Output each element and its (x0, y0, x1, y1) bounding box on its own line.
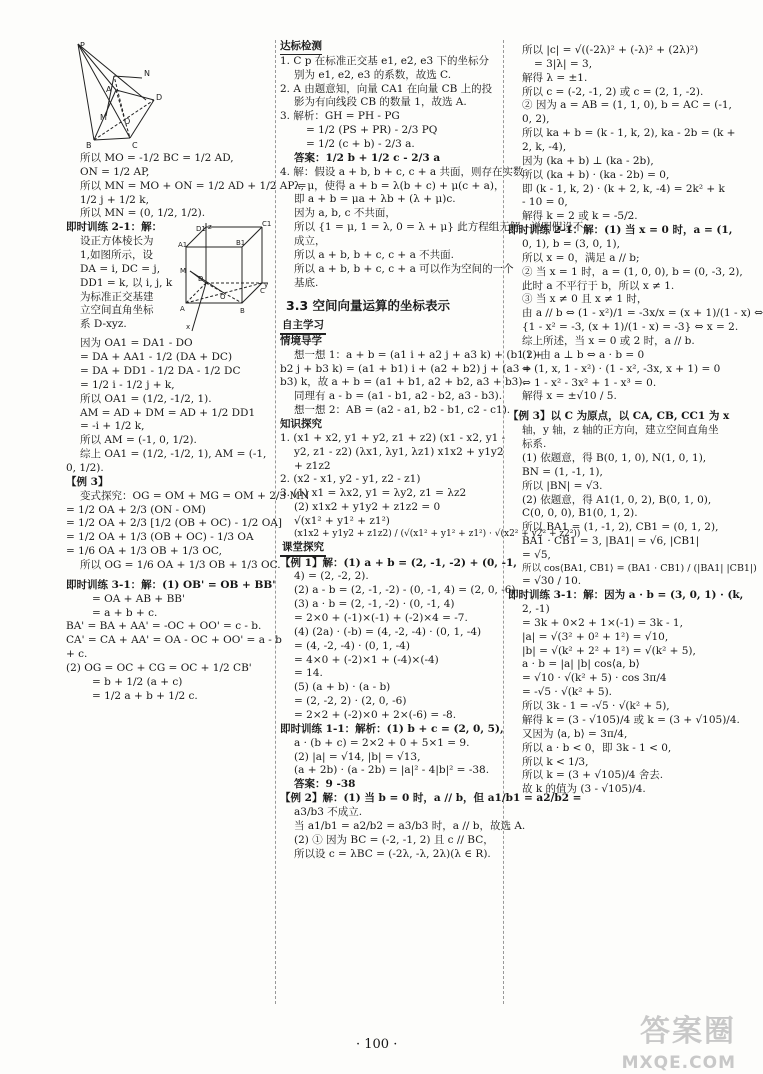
text-line: = 1/2 OA + 2/3 (ON - OM) (66, 503, 206, 516)
text-line: 所以 |BN| = √3. (522, 479, 603, 492)
text-line: 想一想 1：a + b = (a1 i + a2 j + a3 k) + (b1 i + (294, 348, 543, 361)
fig-label: B (240, 307, 245, 316)
text-line: 4. 解：假设 a + b, b + c, c + a 共面，则存在实数 (280, 165, 524, 178)
text-line: 即时训练 3-1：解：(1) OB' = OB + BB' (66, 578, 276, 591)
text-line: (2) 依题意，得 A1(1, 0, 2), B(0, 1, 0), (522, 493, 712, 506)
text-line: 同理有 a - b = (a1 - b1, a2 - b2, a3 - b3). (294, 390, 503, 403)
text-line: 【例 3】以 C 为原点，以 CA, CB, CC1 为 x (508, 410, 730, 423)
fig-label: P (80, 41, 85, 50)
text-line: (1) 依题意，得 B(0, 1, 0), N(1, 0, 1), (522, 451, 707, 464)
text-line: 所以 MO = -1/2 BC = 1/2 AD, (80, 152, 234, 164)
text-line: 所以 a + b, b + c, c + a 可以作为空间的一个 (294, 262, 514, 275)
text-line: = 4×0 + (-2)×1 + (-4)×(-4) (294, 653, 439, 666)
text-line: = 3|λ| = 3, (534, 57, 593, 70)
text-line: 所以 3k - 1 = -√5 · √(k² + 5), (522, 700, 670, 713)
fig-label: C (132, 141, 138, 150)
text-line: 解得 λ = ±1. (522, 71, 588, 84)
fig-label: C1 (262, 220, 272, 229)
text-line: 2, k, -4), (522, 141, 567, 154)
text-line: ⇔ 1 - x² - 3x² + 1 - x³ = 0. (522, 376, 657, 389)
text-line: = 1/2 OA + 2/3 [1/2 (OB + OC) - 1/2 OA] (66, 517, 282, 530)
text-line: (2) |a| = √14, |b| = √13, (294, 750, 421, 763)
text-line: 3. (1) x1 = λx2, y1 = λy2, z1 = λz2 (280, 487, 467, 500)
pyramid-figure (66, 40, 216, 152)
text-line: 影为有向线段 CB 的数量 1，故选 A. (294, 96, 467, 109)
text-line: 0, 1/2). (66, 462, 104, 475)
subsection-header: 自主学习 (280, 319, 326, 335)
text-line: = 1/2 (PS + PR) - 2/3 PQ (306, 124, 438, 137)
fig-label: O (124, 117, 131, 126)
fig-label: A (106, 85, 112, 94)
text-line: 基底. (294, 276, 319, 289)
text-line: 所以设 c = λBC = (-2λ, -λ, 2λ)(λ ∈ R). (294, 847, 491, 860)
fig-label: M (180, 267, 187, 276)
fig-label: z (208, 223, 212, 232)
text-line: 3. 解析：GH = PH - PG (280, 110, 400, 123)
text-line: 解得 k = (3 - √105)/4 或 k = (3 + √105)/4. (522, 713, 740, 726)
text-line: (a + 2b) · (a - 2b) = |a|² - 4|b|² = -38. (294, 764, 490, 777)
text-line: 所以 OG = 1/6 OA + 1/3 OB + 1/3 OC. (80, 559, 281, 572)
fig-label: M (100, 113, 107, 122)
text-line: = -i + 1/2 k, (80, 420, 145, 433)
fig-label: A (180, 305, 185, 314)
fig-label: y (264, 281, 269, 290)
watermark (622, 1012, 736, 1074)
text-line: y2, z1 - z2) (λx1, λy1, λz1) x1x2 + y1y2 (294, 445, 504, 458)
text-line: = DA + DD1 - 1/2 DA - 1/2 DC (80, 365, 241, 378)
text-line: (2) a - b = (2, -1, -2) - (0, -1, 4) = (2, 0, -6). (294, 584, 519, 597)
text-line: = √5, (522, 548, 551, 561)
text-line: 1,如图所示，设 (80, 249, 154, 262)
fig-label: D (156, 93, 163, 102)
subsection-header: 课堂探究 (280, 541, 326, 557)
text-line: ON = 1/2 AP, (80, 165, 150, 178)
text-line: = 2×0 + (-1)×(-1) + (-2)×4 = -7. (294, 612, 468, 625)
text-line: 【例 2】解：(1) 当 b = 0 时，a // b，但 a1/b1 = a2/b2 = (280, 792, 582, 805)
text-line: 别为 e1, e2, e3 的系数，故选 C. (294, 68, 452, 81)
subsection-header: 知识探究 (280, 417, 322, 430)
text-line: DA = i, DC = j, (80, 262, 161, 275)
text-line: + z1z2 (294, 459, 331, 472)
text-line: = (4, -2, -4) · (0, 1, -4) (294, 639, 410, 652)
text-line: 即时训练 2-1：解： (66, 221, 163, 234)
text-line: BN = (1, -1, 1), (522, 465, 603, 478)
fig-label: x (186, 323, 191, 332)
text-line: 解得 k = 2 或 k = -5/2. (522, 210, 638, 223)
text-line: AM = AD + DM = AD + 1/2 DD1 (80, 406, 256, 419)
text-line: 此时 a 不平行于 b，所以 x ≠ 1. (522, 279, 675, 292)
watermark-url: MXQE.COM (621, 1052, 736, 1073)
section-header: 达标检测 (280, 40, 322, 55)
example-header: 【例 3】 (66, 475, 109, 488)
text-line: 所以 k = (3 + √105)/4 舍去. (522, 769, 664, 782)
fig-label: O (220, 293, 226, 302)
text-line: 4) = (2, -2, 2). (294, 570, 369, 583)
text-line: 答案：1/2 b + 1/2 c - 2/3 a (294, 151, 441, 164)
text-line: ② 因为 a = AB = (1, 1, 0), b = AC = (-1, (522, 99, 732, 112)
text-line: 即 a + b = μa + λb + (λ + μ)c. (294, 193, 456, 206)
text-line: 想一想 2：AB = (a2 - a1, b2 - b1, c2 - c1). (294, 404, 511, 417)
text-line: = 1/2 OA + 1/3 (OB + OC) - 1/3 OA (66, 531, 254, 544)
text-line: 因为 (ka + b) ⊥ (ka - 2b), (522, 154, 654, 167)
text-line: 所以 AM = (-1, 0, 1/2). (80, 434, 197, 447)
text-line: ② 当 x = 1 时，a = (1, 0, 0), b = (0, -3, 2), (522, 265, 743, 278)
text-line: = b + 1/2 (a + c) (92, 675, 183, 688)
text-line: (3) a · b = (2, -1, -2) · (0, -1, 4) (294, 598, 455, 611)
text-line: + c. (66, 648, 88, 661)
text-line: 【例 1】解：(1) a + b = (2, -1, -2) + (0, -1, (280, 556, 517, 569)
text-line: 所以 BA1 = (1, -1, 2), CB1 = (0, 1, 2), (522, 521, 719, 534)
text-line: - 10 = 0, (522, 196, 568, 209)
text-line: = 1/2 (c + b) - 2/3 a. (306, 138, 415, 151)
text-line: 1. (x1 + x2, y1 + y2, z1 + z2) (x1 - x2, y1 - (280, 431, 506, 444)
text-line: 综上所述，当 x = 0 或 2 时，a // b. (522, 335, 695, 348)
text-line: BA1 · CB1 = 3, |BA1| = √6, |CB1| (522, 535, 700, 548)
section-title: 3.3 空间向量运算的坐标表示 (286, 298, 450, 314)
text-line: √(x1² + y1² + z1²) (294, 515, 390, 527)
text-line: 0, 2), (522, 113, 550, 126)
text-line: 2. (x2 - x1, y2 - y1, z2 - z1) (280, 473, 421, 486)
column-right (508, 44, 763, 797)
text-line: = 3k + 0×2 + 1×(-1) = 3k - 1, (522, 616, 683, 629)
text-line: 所以 x = 0，满足 a // b; (522, 251, 640, 264)
text-line: 当 a1/b1 = a2/b2 = a3/b3 时，a // b，故选 A. (294, 819, 526, 832)
text-line: 所以 MN = MO + ON = 1/2 AD + 1/2 AP = (80, 179, 307, 192)
text-line: (4) (2a) · (-b) = (4, -2, -4) · (0, 1, -4) (294, 625, 482, 638)
text-line: 即时训练 1-1：解析：(1) b + c = (2, 0, 5), (280, 722, 504, 735)
text-line: 为标准正交基建 (80, 290, 154, 303)
text-line: ③ 当 x ≠ 0 且 x ≠ 1 时， (522, 293, 648, 306)
text-line: 解得 x = ±√10 / 5. (522, 390, 617, 403)
text-line: a3/b3 不成立. (294, 806, 363, 819)
text-line: C(0, 0, 0), B1(0, 1, 2). (522, 507, 638, 520)
text-line: (2) ① 因为 BC = (-2, -1, 2) 且 c // BC， (294, 833, 494, 846)
text-line: 所以 cos⟨BA1, CB1⟩ = (BA1 · CB1) / (|BA1| |CB1|) (522, 562, 757, 574)
text-line: {1 - x² = -3, (x + 1)/(1 - x) = -3} ⇔ x = 2. (522, 321, 739, 334)
text-line: b2 j + b3 k) = (a1 + b1) i + (a2 + b2) j + (a3 + (280, 362, 532, 375)
fig-label: N (144, 69, 150, 78)
fig-label: B (86, 141, 92, 150)
text-line: = OA + AB + BB' (92, 592, 185, 605)
text-line: 立空间直角坐标 (80, 304, 154, 317)
watermark-logo-text: 答案圈 (640, 1014, 736, 1049)
text-line: a · (b + c) = 2×2 + 0 + 5×1 = 9. (294, 736, 470, 749)
text-line: a · b = |a| |b| cos⟨a, b⟩ (522, 658, 640, 671)
fig-label: C (260, 287, 265, 296)
text-line: (2) OG = OC + CG = OC + 1/2 CB' (66, 662, 252, 675)
text-line: = 14. (294, 667, 323, 680)
text-line: 标系. (522, 438, 547, 451)
text-line: = 2×2 + (-2)×0 + 2×(-6) = -8. (294, 709, 457, 722)
text-line: 所以 c = (-2, -1, 2) 或 c = (2, 1, -2). (522, 85, 704, 98)
text-line: 即时训练 3-1：解：因为 a · b = (3, 0, 1) · (k, (508, 589, 744, 602)
text-line: 1/2 j + 1/2 k, (80, 193, 149, 206)
text-line: (2) x1x2 + y1y2 + z1z2 = 0 (294, 501, 441, 514)
text-line: 所以 k < 1/3, (522, 755, 589, 768)
text-line: = (2, -2, 2) · (2, 0, -6) (294, 695, 407, 708)
text-line: 成立， (294, 235, 326, 248)
fig-label: B1 (236, 239, 246, 248)
text-line: DD1 = k, 以 i, j, k (80, 276, 173, 289)
text-line: 因为 a, b, c 不共面， (294, 207, 396, 220)
text-line: 故 k 的值为 (3 - √105)/4. (522, 783, 646, 796)
text-line: 变式探究：OG = OM + MG = OM + 2/3 MN (80, 489, 310, 502)
text-line: = 1/2 a + b + 1/2 c. (92, 689, 198, 702)
text-line: 因为 OA1 = DA1 - DO (80, 337, 193, 350)
text-line: = √10 · √(k² + 5) · cos 3π/4 (522, 672, 667, 685)
text-line: λ, μ，使得 a + b = λ(b + c) + μ(c + a)， (294, 179, 505, 192)
text-line: 1. C p 在标准正交基 e1, e2, e3 下的坐标分 (280, 54, 489, 67)
text-line: = 1/2 i - 1/2 j + k, (80, 378, 175, 391)
text-line: 又因为 ⟨a, b⟩ = 3π/4, (522, 727, 628, 740)
text-line: 所以 a + b, b + c, c + a 不共面. (294, 248, 455, 261)
fig-label: D1 (196, 225, 206, 234)
text-line: 轴，y 轴，z 轴的正方向，建立空间直角坐 (522, 424, 719, 437)
text-line: = a + b + c. (92, 606, 158, 619)
text-line: |a| = √(3² + 0² + 1²) = √10, (522, 630, 669, 643)
text-line: = -√5 · √(k² + 5). (522, 686, 613, 699)
text-line: 设正方体棱长为 (80, 235, 154, 248)
text-line: (5) (a + b) · (a - b) (294, 681, 391, 694)
page-number: · 100 · (356, 1037, 398, 1052)
training-2-1-block (66, 221, 272, 337)
text-line: 答案：9 -38 (294, 778, 356, 791)
text-line: (2) 由 a ⊥ b ⇔ a · b = 0 (522, 348, 645, 361)
text-line: 综上 OA1 = (1/2, -1/2, 1), AM = (-1, (80, 448, 267, 461)
text-line: |b| = √(k² + 2² + 1²) = √(k² + 5), (522, 644, 696, 657)
text-line: BA' = BA + AA' = -OC + OO' = c - b. (66, 620, 262, 633)
text-line: 所以 (ka + b) · (ka - 2b) = 0, (522, 168, 670, 181)
text-line: 由 a // b ⇔ (1 - x²)/1 = -3x/x = (x + 1)/(1 - x) ⇔ (522, 307, 763, 320)
text-line: 2. A 由题意知，向量 CA1 在向量 CB 上的投 (280, 82, 493, 95)
text-line: 所以 {1 = μ, 1 = λ, 0 = λ + μ} 此方程组无解，说明假设不 (294, 221, 584, 234)
fig-label: A1 (178, 241, 188, 250)
fig-label: D (198, 275, 204, 284)
text-line: = √30 / 10. (522, 575, 582, 588)
text-line: 所以 MN = (0, 1/2, 1/2). (80, 207, 206, 220)
text-line: = DA + AA1 - 1/2 (DA + DC) (80, 351, 233, 364)
text-line: 即 (k - 1, k, 2) · (k + 2, k, -4) = 2k² + k (522, 182, 725, 195)
cube-figure (178, 221, 270, 337)
text-line: 所以 |c| = √((-2λ)² + (-λ)² + (2λ)²) (522, 44, 699, 56)
text-line: 所以 OA1 = (1/2, -1/2, 1). (80, 392, 212, 405)
text-line: 系 D-xyz. (80, 318, 127, 331)
text-line: CA' = CA + AA' = OA - OC + OO' = a - b (66, 634, 282, 647)
text-line: (x1x2 + y1y2 + z1z2) / (√(x1² + y1² + z1²) · √(x2² + y2² + z2²)) (294, 528, 581, 539)
text-line: b3) k，故 a + b = (a1 + b1, a2 + b2, a3 + b3). (280, 376, 526, 389)
text-line: 0, 1), b = (3, 0, 1), (522, 238, 620, 251)
text-line: 所以 a · b < 0，即 3k - 1 < 0, (522, 741, 672, 754)
text-line: 所以 ka + b = (k - 1, k, 2), ka - 2b = (k + (522, 127, 736, 140)
text-line: 即时训练 2-1：解：(1) 当 x = 0 时，a = (1, (508, 224, 733, 237)
subsection-header: 情境导学 (280, 334, 322, 347)
text-line: = 1/6 OA + 1/3 OB + 1/3 OC, (66, 545, 222, 558)
text-line: 2, -1) (522, 603, 550, 616)
text-line: ⇔ (1, x, 1 - x²) · (1 - x², -3x, x + 1) = 0 (522, 362, 721, 375)
